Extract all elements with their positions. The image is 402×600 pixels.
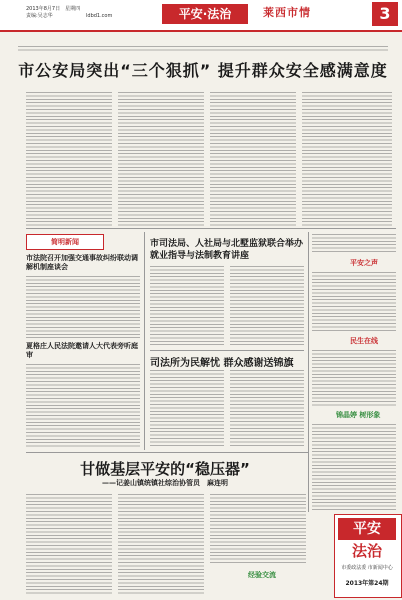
sidebar-text-2 — [312, 272, 396, 332]
divider-1 — [26, 228, 396, 229]
brand-sub: 法治 — [351, 542, 382, 560]
story4-col-2 — [118, 494, 204, 594]
story3-col-2 — [230, 370, 304, 448]
col-rule-1 — [144, 232, 145, 450]
brand-issue: 2013年第24期 — [345, 580, 389, 587]
col-rule-2 — [308, 232, 309, 512]
divider-3 — [26, 452, 308, 453]
page-number: 3 — [372, 2, 398, 26]
header-email: ldbd1.com — [86, 13, 113, 19]
lead-col-2 — [118, 92, 204, 226]
main-headline: 市公安局突出“三个狠抓” 提升群众安全感满意度 — [18, 61, 388, 80]
voice-label: 平安之声 — [350, 259, 378, 267]
livelihood-label: 民生在线 — [350, 337, 378, 345]
story5-body — [26, 276, 140, 338]
header-meta — [26, 6, 80, 20]
brand-top: 平安 — [338, 518, 396, 540]
story3-title: 司法所为民解忧 群众感谢送锦旗 — [150, 358, 294, 369]
lead-col-1 — [26, 92, 112, 226]
image-label: 锦晶婷 树形象 — [336, 411, 381, 419]
story4-title: 甘做基层平安的“稳压器” — [80, 460, 250, 478]
header-editor: 责编:吴志华 — [26, 13, 53, 19]
brief-news-box: 简明新闻 — [26, 234, 104, 250]
story4-subtitle: ——记姜山镇统镇社综治协管员 麻连明 — [102, 479, 228, 487]
story4-col-3 — [210, 494, 306, 564]
sidebar-text-1 — [312, 234, 396, 254]
story6-body — [26, 364, 140, 448]
section-name: 莱西市情 — [263, 6, 311, 19]
story3-col-1 — [150, 370, 224, 448]
sidebar-text-4 — [312, 424, 396, 510]
lead-col-4 — [302, 92, 392, 226]
story6-title: 夏格庄人民法院邀请人大代表旁听庭审 — [26, 342, 138, 359]
headline-rule — [18, 46, 388, 52]
sidebar-text-3 — [312, 350, 396, 406]
story4-col-1 — [26, 494, 112, 594]
header-date: 2013年8月7日 星期四 — [26, 6, 81, 12]
lead-col-3 — [210, 92, 296, 226]
story2-col-2 — [230, 266, 304, 346]
experience-label: 经验交流 — [248, 571, 276, 579]
story2-title: 市司法局、人社局与北墅监狱联合举办就业指导与法制教育讲座 — [150, 239, 304, 261]
story5-title: 市法院召开加强交通事故纠纷联动调解机制座谈会 — [26, 254, 138, 271]
story2-col-1 — [150, 266, 224, 346]
section-banner: 平安·法治 — [162, 4, 248, 24]
brand-desc: 市委政法委 市新闻中心 — [341, 565, 393, 571]
divider-2 — [150, 350, 304, 351]
